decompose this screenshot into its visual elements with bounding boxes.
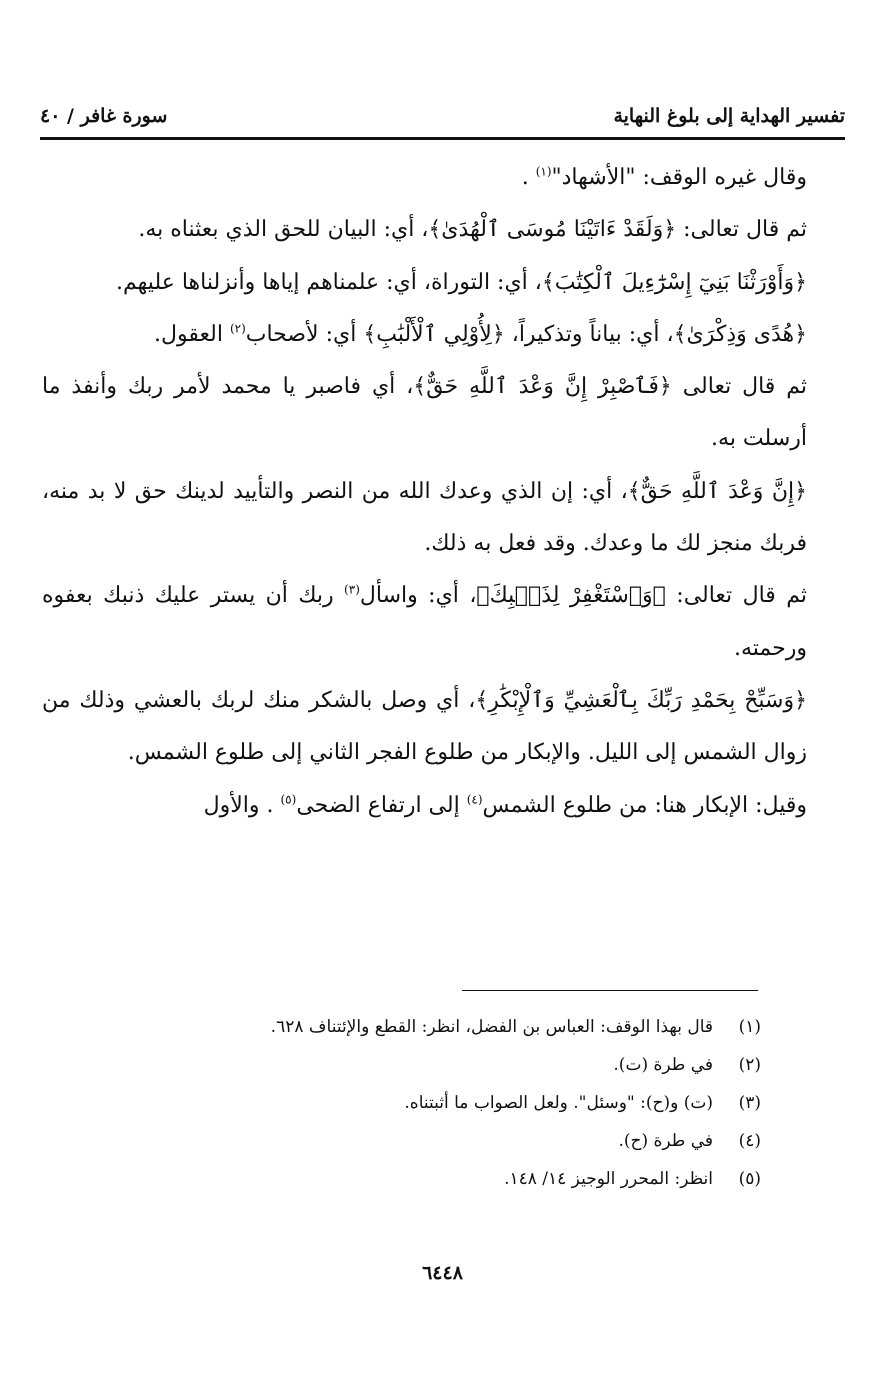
footnote-text: في طرة (ح).	[618, 1131, 713, 1151]
footnote-number: (٢)	[738, 1055, 761, 1075]
footnote-item	[120, 1084, 761, 1122]
footnote-number: (٣)	[738, 1093, 761, 1113]
quran-verse: ﴿وَأَوْرَثْنَا بَنِيٓ إِسْرَٰٓءِيلَ ٱلْكِتَٰبَ﴾	[541, 269, 807, 295]
paragraph-8: ﴿وَسَبِّحْ بِحَمْدِ رَبِّكَ بِٱلْعَشِيِّ وَٱلْإِبْكَٰرِ﴾، أي وصل بالشكر منك لربك بالعشي وذلك من زوال الشمس إلى الليل. والإبكار من طلوع الفجر الثاني إلى طلوع الشمس.	[42, 687, 808, 766]
footnote-number: (٥)	[738, 1169, 761, 1189]
page-number: ٦٤٤٨	[422, 1262, 463, 1284]
header-rule	[40, 137, 845, 140]
quran-verse: ﴿إِنَّ وَعْدَ ٱللَّهِ حَقٌّ﴾	[627, 478, 807, 504]
footnote-number: (٤)	[738, 1131, 761, 1151]
quran-verse: ﴿وَسَبِّحْ بِحَمْدِ رَبِّكَ بِٱلْعَشِيِّ وَٱلْإِبْكَٰرِ﴾	[475, 687, 808, 713]
paragraph-7: ثم قال تعالى: ﴿وَٱسْتَغْفِرْ لِذَنۢبِكَ﴾، أي: واسأل$^{(٣)}$ ربك أن يستر عليك ذنبك بعفوه ورحمته.	[42, 583, 807, 661]
footnote-ref-1: (١)	[535, 164, 552, 179]
paragraph-9: وقيل: الإبكار هنا: من طلوع الشمس$^{(٤)}$ إلى ارتفاع الضحى$^{(٥)}$ . والأول	[203, 792, 807, 818]
footnote-item	[120, 1160, 761, 1198]
footnote-separator	[462, 990, 758, 991]
surah-page-label: سورة غافر / ٤٠	[40, 105, 168, 127]
footnotes	[120, 1008, 761, 1198]
footnote-item	[120, 1008, 761, 1046]
main-text	[42, 152, 807, 832]
paragraph-6: ﴿إِنَّ وَعْدَ ٱللَّهِ حَقٌّ﴾، أي: إن الذي وعدك الله من النصر والتأييد لدينك حق لا بد منه، فربك منجز لك ما وعدك. وقد فعل به ذلك.	[42, 478, 807, 557]
footnote-ref-5: (٥)	[280, 792, 297, 807]
footnote-item	[120, 1122, 761, 1160]
footnote-text: (ت) و(ح): "وسئل". ولعل الصواب ما أثبتناه.	[404, 1093, 713, 1113]
paragraph-3: ﴿وَأَوْرَثْنَا بَنِيٓ إِسْرَٰٓءِيلَ ٱلْكِتَٰبَ﴾، أي: التوراة، أي: علمناهم إياها وأنزلناها عليهم.	[116, 269, 807, 295]
paragraph-5: ثم قال تعالى ﴿فَٱصْبِرْ إِنَّ وَعْدَ ٱللَّهِ حَقٌّ﴾، أي فاصبر يا محمد لأمر ربك وأنفذ ما أرسلت به.	[42, 374, 807, 452]
book-title: تفسير الهداية إلى بلوغ النهاية	[613, 105, 845, 127]
paragraph-2: ثم قال تعالى: ﴿وَلَقَدْ ءَاتَيْنَا مُوسَى ٱلْهُدَىٰ﴾، أي: البيان للحق الذي بعثناه به.	[138, 217, 807, 243]
paragraph-1: وقال غيره الوقف: "الأشهاد"$^{(١)}$ .	[521, 164, 807, 190]
footnote-text: قال بهذا الوقف: العباس بن الفضل، انظر: القطع والإئتناف ٦٢٨.	[270, 1017, 713, 1037]
quran-verse: ﴿وَٱسْتَغْفِرْ لِذَنۢبِكَ﴾	[476, 583, 666, 609]
footnote-ref-3: (٣)	[344, 583, 360, 598]
quran-verse: ﴿لِأُوْلِي ٱلْأَلْبَٰبِ﴾	[363, 321, 505, 347]
paragraph-4: ﴿هُدًى وَذِكْرَىٰ﴾، أي: بياناً وتذكيراً، ﴿لِأُوْلِي ٱلْأَلْبَٰبِ﴾ أي: لأصحاب$^{(٢)}$ العقول.	[154, 321, 807, 347]
footnote-item	[120, 1046, 761, 1084]
quran-verse: ﴿فَٱصْبِرْ إِنَّ وَعْدَ ٱللَّهِ حَقٌّ﴾	[413, 374, 672, 400]
quran-verse: ﴿هُدًى وَذِكْرَىٰ﴾	[673, 321, 807, 347]
footnote-ref-2: (٢)	[229, 321, 246, 336]
footnote-text: في طرة (ت).	[613, 1055, 713, 1075]
quran-verse: ﴿وَلَقَدْ ءَاتَيْنَا مُوسَى ٱلْهُدَىٰ﴾	[428, 217, 677, 243]
footnote-number: (١)	[738, 1017, 761, 1037]
running-header	[40, 96, 845, 136]
footnote-text: انظر: المحرر الوجيز ١٤/ ١٤٨.	[504, 1169, 713, 1189]
footnote-ref-4: (٤)	[466, 792, 483, 807]
